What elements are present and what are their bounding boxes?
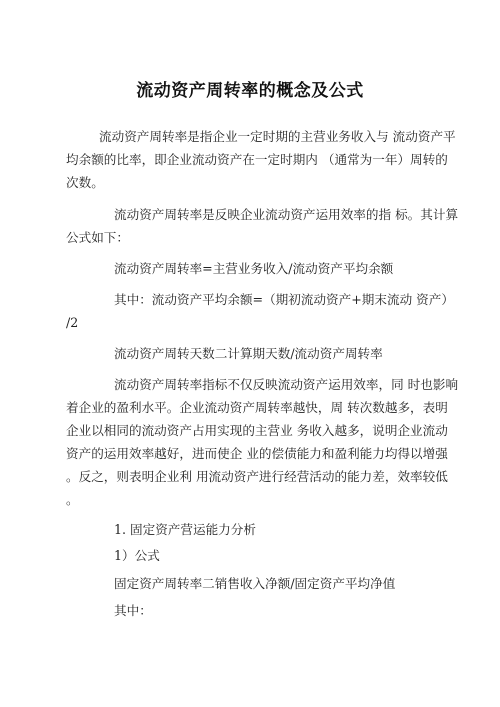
formula-line: /2 [66, 315, 79, 330]
paragraph-line: 。 [66, 492, 79, 507]
paragraph-line: 企业以相同的流动资产占用实现的主营业 务收入越多，说明企业流动 [66, 423, 448, 438]
paragraph-line: 公式如下： [66, 230, 129, 245]
paragraph-line: 流动资产周转率指标不仅反映流动资产运用效率，同 时也影响 [114, 377, 459, 392]
subsection-heading: 1）公式 [114, 548, 160, 563]
paragraph-line: 次数。 [66, 175, 104, 190]
paragraph-line: 其中： [114, 603, 152, 618]
paragraph-line: 。反之，则表明企业利 用流动资产进行经营活动的能力差，效率较低 [66, 469, 448, 484]
formula-line: 流动资产周转率=主营业务收入/流动资产平均余额 [114, 261, 394, 276]
paragraph-line: 均余额的比率，即企业流动资产在一定时期内 （通常为一年）周转的 [66, 152, 448, 167]
paragraph-line: 流动资产周转率是指企业一定时期的主营业务收入与 流动资产平 [99, 129, 456, 144]
document-title: 流动资产周转率的概念及公式 [136, 81, 364, 101]
paragraph-line: 流动资产周转率是反映企业流动资产运用效率的指 标。其计算 [114, 207, 459, 222]
section-heading: 1. 固定资产营运能力分析 [114, 522, 256, 537]
formula-line: 其中：流动资产平均余额=（期初流动资产+期末流动 资产） [114, 292, 454, 307]
formula-line: 流动资产周转天数二计算期天数/流动资产周转率 [114, 346, 383, 361]
paragraph-line: 资产的运用效率越好，进而使企 业的偿债能力和盈利能力均得以增强 [66, 446, 448, 461]
formula-line: 固定资产周转率二销售收入净额/固定资产平均净值 [114, 576, 396, 591]
paragraph-line: 着企业的盈利水平。企业流动资产周转率越快，周 转次数越多，表明 [66, 400, 448, 415]
